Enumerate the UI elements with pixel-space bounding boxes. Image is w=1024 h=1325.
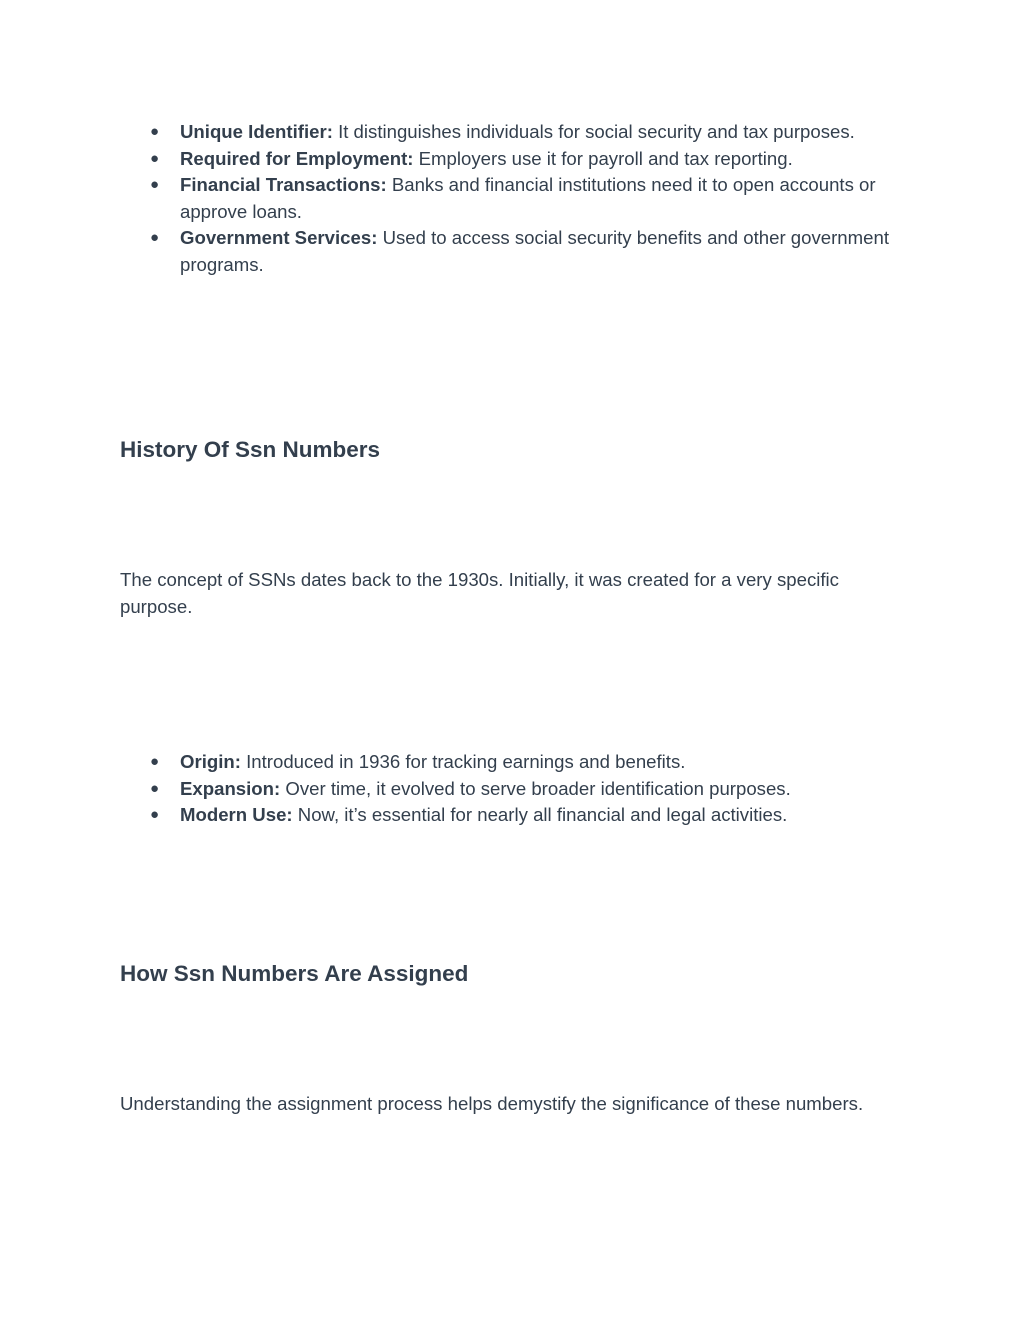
history-bullet-list [120,749,900,829]
list-item-term: Government Services: [180,227,378,249]
list-item-term: Expansion: [180,777,281,799]
bullet-icon: ● [150,779,160,797]
importance-bullet-list [120,119,900,279]
history-heading: History Of Ssn Numbers [120,437,381,462]
list-item [120,172,900,225]
bullet-icon: ● [150,123,160,140]
list-item-term: Required for Employment: [180,147,414,169]
assignment-paragraph: Understanding the assignment process helps demystify the significance of these numbers. [120,1093,864,1114]
list-item [120,776,900,803]
list-item-term: Unique Identifier: [180,121,333,142]
list-item [120,749,900,776]
list-item-term: Modern Use: [180,804,293,826]
bullet-icon: ● [150,806,160,824]
list-item [120,119,900,146]
list-item-text: It distinguishes individuals for social security and tax purposes. [338,121,855,142]
bullet-icon: ● [150,176,160,194]
assignment-heading: How Ssn Numbers Are Assigned [120,961,469,986]
list-item-text: Over time, it evolved to serve broader identification purposes. [285,777,791,799]
list-item [120,225,900,278]
bullet-icon: ● [150,753,160,770]
list-item [120,802,900,829]
list-item-text: Now, it’s essential for nearly all financial and legal activities. [297,804,788,826]
list-item-term: Financial Transactions: [180,174,387,196]
bullet-icon: ● [150,229,160,247]
list-item-text: Banks and financial institutions need it to open accounts or approve loans. [180,174,876,222]
list-item-text: Introduced in 1936 for tracking earnings and benefits. [246,751,686,772]
history-paragraph: The concept of SSNs dates back to the 1930s. Initially, it was created for a very specific purpose. [120,569,839,617]
list-item [120,146,900,173]
list-item-text: Employers use it for payroll and tax reporting. [418,147,793,169]
list-item-text: Used to access social security benefits and other government programs. [180,227,889,275]
bullet-icon: ● [150,149,160,167]
list-item-term: Origin: [180,751,241,772]
